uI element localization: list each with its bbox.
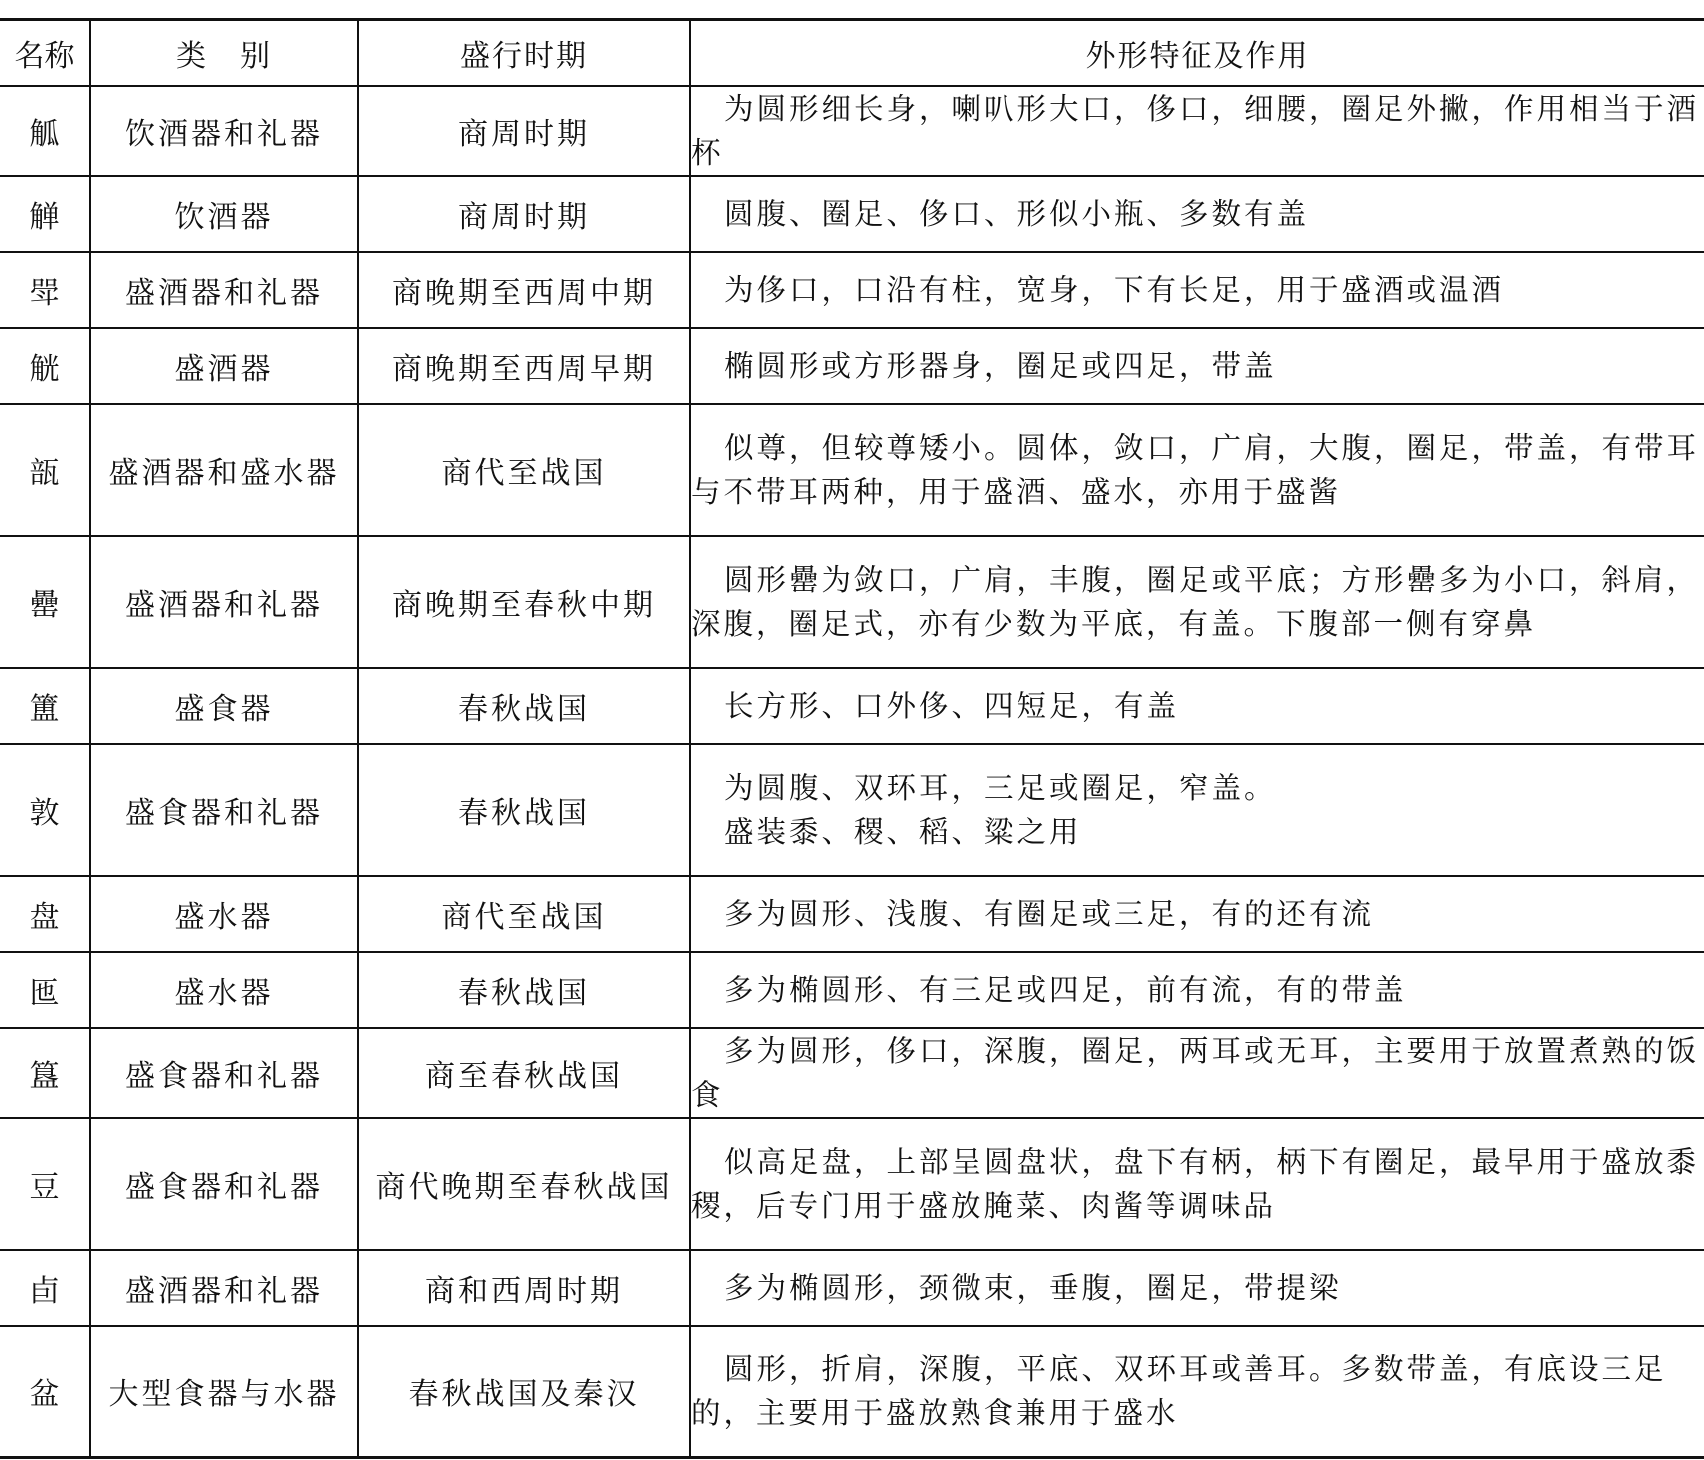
table-row (0, 744, 1704, 876)
vessel-name: 罍 (0, 536, 90, 668)
table-row (0, 536, 1704, 668)
table-header-row (0, 20, 1704, 86)
description-text: 多为椭圆形、有三足或四足，前有流，有的带盖 (724, 972, 1407, 1007)
table-row (0, 404, 1704, 536)
vessel-name: 觚 (0, 86, 90, 176)
table-row (0, 1250, 1704, 1326)
vessel-period: 商代晚期至春秋战国 (358, 1118, 690, 1250)
vessel-name: 瓿 (0, 404, 90, 536)
vessel-period: 商晚期至西周中期 (358, 252, 690, 328)
vessel-period: 商周时期 (358, 86, 690, 176)
vessel-period: 商晚期至西周早期 (358, 328, 690, 404)
vessel-category: 饮酒器 (90, 176, 358, 252)
vessel-name: 觥 (0, 328, 90, 404)
description-text-line2: 盛装黍、稷、稻、粱之用 (724, 814, 1082, 849)
vessel-description (690, 328, 1704, 404)
vessel-period: 商周时期 (358, 176, 690, 252)
vessel-name: 簠 (0, 668, 90, 744)
bronze-vessel-table (0, 18, 1704, 1459)
vessel-name: 敦 (0, 744, 90, 876)
vessel-category: 盛酒器 (90, 328, 358, 404)
vessel-description (690, 668, 1704, 744)
table-row (0, 876, 1704, 952)
description-text: 为圆腹、双环耳，三足或圈足，窄盖。 (724, 770, 1277, 805)
vessel-category: 盛食器 (90, 668, 358, 744)
table-row (0, 328, 1704, 404)
table-row (0, 176, 1704, 252)
description-text: 多为椭圆形，颈微束，垂腹，圈足，带提梁 (724, 1270, 1342, 1305)
vessel-description (690, 536, 1704, 668)
vessel-period: 春秋战国 (358, 952, 690, 1028)
vessel-period: 春秋战国 (358, 668, 690, 744)
vessel-period: 商至春秋战国 (358, 1028, 690, 1118)
vessel-name: 盘 (0, 876, 90, 952)
vessel-category: 盛食器和礼器 (90, 744, 358, 876)
vessel-name: 盆 (0, 1326, 90, 1458)
vessel-period: 商代至战国 (358, 404, 690, 536)
vessel-category: 大型食器与水器 (90, 1326, 358, 1458)
header-period: 盛行时期 (358, 20, 690, 86)
vessel-name: 匜 (0, 952, 90, 1028)
vessel-description (690, 876, 1704, 952)
vessel-category: 盛酒器和盛水器 (90, 404, 358, 536)
description-text: 圆形，折肩，深腹，平底、双环耳或善耳。多数带盖，有底设三足的，主要用于盛放熟食兼用于盛水 (691, 1352, 1667, 1431)
vessel-description (690, 404, 1704, 536)
description-text: 似尊，但较尊矮小。圆体，敛口，广肩，大腹，圈足，带盖，有带耳与不带耳两种，用于盛酒、盛水，亦用于盛酱 (691, 430, 1700, 509)
vessel-category: 盛酒器和礼器 (90, 252, 358, 328)
vessel-description (690, 1118, 1704, 1250)
vessel-period: 商晚期至春秋中期 (358, 536, 690, 668)
table-row (0, 86, 1704, 176)
vessel-description (690, 1326, 1704, 1458)
vessel-description (690, 252, 1704, 328)
description-text: 多为圆形，侈口，深腹，圈足，两耳或无耳，主要用于放置煮熟的饭食 (691, 1033, 1700, 1112)
vessel-name: 豆 (0, 1118, 90, 1250)
vessel-description (690, 176, 1704, 252)
vessel-period: 商代至战国 (358, 876, 690, 952)
table-row (0, 1326, 1704, 1458)
vessel-period: 春秋战国及秦汉 (358, 1326, 690, 1458)
table-row (0, 1028, 1704, 1118)
document-page (0, 18, 1704, 1459)
description-text: 长方形、口外侈、四短足，有盖 (724, 688, 1180, 723)
table-row (0, 952, 1704, 1028)
description-text: 多为圆形、浅腹、有圈足或三足，有的还有流 (724, 896, 1375, 931)
vessel-description (690, 1028, 1704, 1118)
vessel-name: 卣 (0, 1250, 90, 1326)
description-text: 似高足盘，上部呈圆盘状，盘下有柄，柄下有圈足，最早用于盛放黍稷，后专门用于盛放腌菜、肉酱等调味品 (691, 1144, 1700, 1223)
description-text: 为侈口，口沿有柱，宽身，下有长足，用于盛酒或温酒 (724, 272, 1505, 307)
vessel-name: 簋 (0, 1028, 90, 1118)
vessel-description (690, 86, 1704, 176)
vessel-description (690, 952, 1704, 1028)
table-row (0, 668, 1704, 744)
description-text: 椭圆形或方形器身，圈足或四足，带盖 (724, 348, 1277, 383)
vessel-period: 商和西周时期 (358, 1250, 690, 1326)
vessel-category: 饮酒器和礼器 (90, 86, 358, 176)
vessel-period: 春秋战国 (358, 744, 690, 876)
header-description: 外形特征及作用 (690, 20, 1704, 86)
header-name: 名称 (0, 20, 90, 86)
description-text: 圆形罍为敛口，广肩，丰腹，圈足或平底；方形罍多为小口，斜肩，深腹，圈足式，亦有少数为平底，有盖。下腹部一侧有穿鼻 (691, 562, 1700, 641)
vessel-category: 盛食器和礼器 (90, 1118, 358, 1250)
vessel-category: 盛酒器和礼器 (90, 536, 358, 668)
vessel-category: 盛酒器和礼器 (90, 1250, 358, 1326)
vessel-category: 盛水器 (90, 876, 358, 952)
vessel-category: 盛食器和礼器 (90, 1028, 358, 1118)
description-text: 为圆形细长身，喇叭形大口，侈口，细腰，圈足外撇，作用相当于酒杯 (691, 91, 1700, 170)
vessel-description (690, 1250, 1704, 1326)
vessel-name: 斝 (0, 252, 90, 328)
vessel-category: 盛水器 (90, 952, 358, 1028)
table-row (0, 1118, 1704, 1250)
vessel-description (690, 744, 1704, 876)
description-text: 圆腹、圈足、侈口、形似小瓶、多数有盖 (724, 196, 1310, 231)
table-row (0, 252, 1704, 328)
header-category: 类 别 (90, 20, 358, 86)
vessel-name: 觯 (0, 176, 90, 252)
